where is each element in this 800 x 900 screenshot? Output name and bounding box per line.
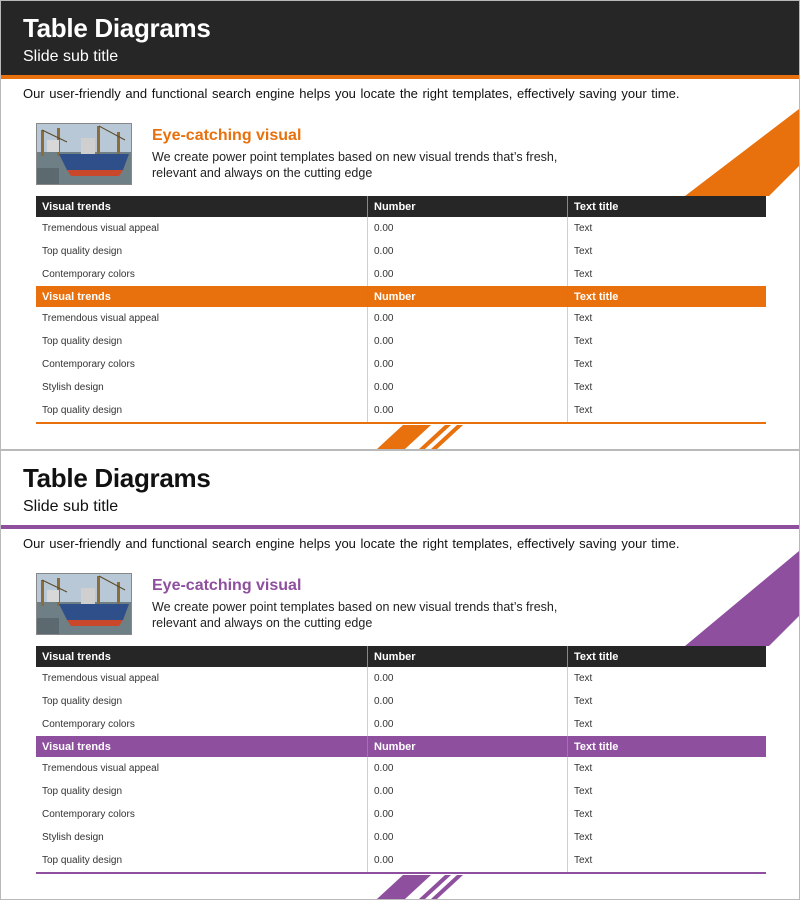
cell: Text xyxy=(574,855,593,866)
table-header-row xyxy=(36,646,766,667)
feature-body-line-2: relevant and always on the cutting edge xyxy=(152,616,373,630)
slide-subtitle: Slide sub title xyxy=(23,48,119,65)
cell: 0.00 xyxy=(368,757,568,780)
table-row xyxy=(36,667,766,690)
intro-text: Our user-friendly and functional search engine helps you locate the right templates, effectively saving your time. xyxy=(23,536,680,551)
cell: Text xyxy=(574,359,593,370)
stripe-bottom-thin-2 xyxy=(431,875,463,899)
table-row xyxy=(36,690,766,713)
cell: Text xyxy=(574,763,593,774)
table-row xyxy=(36,307,766,330)
cell: 0.00 xyxy=(368,399,568,422)
stripe-top-right-thin-2 xyxy=(759,607,799,646)
table-row xyxy=(36,330,766,353)
table-row xyxy=(36,826,766,849)
cell: Text xyxy=(574,405,593,416)
feature-title: Eye-catching visual xyxy=(152,127,302,144)
header-cell: Text title xyxy=(568,286,767,307)
cell: Stylish design xyxy=(36,826,368,849)
table-row xyxy=(36,803,766,826)
cell: 0.00 xyxy=(368,713,568,736)
table-row xyxy=(36,757,766,780)
ship-photo xyxy=(36,123,132,185)
header-cell: Number xyxy=(368,286,568,307)
stripe-top-right-main xyxy=(685,109,799,196)
cell: Text xyxy=(574,673,593,684)
cell: Top quality design xyxy=(36,690,368,713)
table-row xyxy=(36,263,766,286)
header-cell: Visual trends xyxy=(36,286,368,307)
cell: Text xyxy=(574,719,593,730)
cell: 0.00 xyxy=(368,803,568,826)
cell: 0.00 xyxy=(368,849,568,872)
cell: Top quality design xyxy=(36,780,368,803)
table-header-row-accent xyxy=(36,286,766,307)
cell: 0.00 xyxy=(368,826,568,849)
header-cell: Visual trends xyxy=(36,196,368,217)
header-cell: Text title xyxy=(568,646,767,667)
feature-body-line-2: relevant and always on the cutting edge xyxy=(152,166,373,180)
cell: 0.00 xyxy=(368,667,568,690)
table-row xyxy=(36,240,766,263)
cell: Tremendous visual appeal xyxy=(36,217,368,240)
cell: 0.00 xyxy=(368,263,568,286)
table-header-row xyxy=(36,196,766,217)
cell: 0.00 xyxy=(368,330,568,353)
cell: Text xyxy=(574,313,593,324)
cell: Text xyxy=(574,832,593,843)
cell: Text xyxy=(574,786,593,797)
cell: 0.00 xyxy=(368,780,568,803)
cell: Text xyxy=(574,336,593,347)
cell: Top quality design xyxy=(36,240,368,263)
cell: Contemporary colors xyxy=(36,353,368,376)
stripe-bottom-thin-1 xyxy=(419,425,451,449)
table-bottom-rule xyxy=(36,422,766,424)
ship-photo xyxy=(36,573,132,635)
slide-purple xyxy=(0,450,800,900)
table-row xyxy=(36,713,766,736)
stripe-bottom-main xyxy=(377,425,431,449)
feature-title: Eye-catching visual xyxy=(152,577,302,594)
intro-text: Our user-friendly and functional search engine helps you locate the right templates, effectively saving your time. xyxy=(23,86,680,101)
table-row xyxy=(36,217,766,240)
table-row xyxy=(36,849,766,872)
stripe-top-right-thin-1 xyxy=(743,591,799,646)
slide-title: Table Diagrams xyxy=(23,463,211,493)
cell: Top quality design xyxy=(36,399,368,422)
cell: Top quality design xyxy=(36,330,368,353)
cell: 0.00 xyxy=(368,376,568,399)
stripe-bottom-thin-2 xyxy=(431,425,463,449)
cell: Stylish design xyxy=(36,376,368,399)
stripe-top-right-thin-2 xyxy=(759,157,799,196)
table-row xyxy=(36,399,766,422)
cell: Text xyxy=(574,809,593,820)
feature-body xyxy=(152,599,572,631)
slide-title: Table Diagrams xyxy=(23,13,211,43)
header-cell: Text title xyxy=(568,736,767,757)
table-row xyxy=(36,376,766,399)
cell: Text xyxy=(574,246,593,257)
cell: Tremendous visual appeal xyxy=(36,307,368,330)
slide-subtitle: Slide sub title xyxy=(23,498,119,515)
cell: Text xyxy=(574,696,593,707)
cell: Text xyxy=(574,223,593,234)
data-table xyxy=(36,646,766,872)
cell: Text xyxy=(574,269,593,280)
cell: Tremendous visual appeal xyxy=(36,667,368,690)
cell: 0.00 xyxy=(368,217,568,240)
table-bottom-rule xyxy=(36,872,766,874)
table-row xyxy=(36,353,766,376)
table-header-row-accent xyxy=(36,736,766,757)
header-cell: Visual trends xyxy=(36,646,368,667)
cell: Tremendous visual appeal xyxy=(36,757,368,780)
cell: Top quality design xyxy=(36,849,368,872)
stripe-bottom-main xyxy=(377,875,431,899)
header-cell: Number xyxy=(368,196,568,217)
stripe-top-right-main xyxy=(685,551,799,646)
cell: Contemporary colors xyxy=(36,713,368,736)
cell: Contemporary colors xyxy=(36,803,368,826)
cell: 0.00 xyxy=(368,353,568,376)
header-cell: Text title xyxy=(568,196,767,217)
stripe-bottom-thin-1 xyxy=(419,875,451,899)
cell: 0.00 xyxy=(368,690,568,713)
header-accent-rule xyxy=(1,525,799,529)
cell: Text xyxy=(574,382,593,393)
stripe-top-right-thin-1 xyxy=(743,141,799,196)
header-accent-rule xyxy=(1,75,799,79)
feature-body xyxy=(152,149,572,181)
header-cell: Visual trends xyxy=(36,736,368,757)
cell: 0.00 xyxy=(368,307,568,330)
feature-body-line-1: We create power point templates based on new visual trends that’s fresh, xyxy=(152,600,558,614)
feature-body-line-1: We create power point templates based on new visual trends that’s fresh, xyxy=(152,150,558,164)
cell: Contemporary colors xyxy=(36,263,368,286)
header-cell: Number xyxy=(368,736,568,757)
header-cell: Number xyxy=(368,646,568,667)
data-table xyxy=(36,196,766,422)
table-row xyxy=(36,780,766,803)
cell: 0.00 xyxy=(368,240,568,263)
